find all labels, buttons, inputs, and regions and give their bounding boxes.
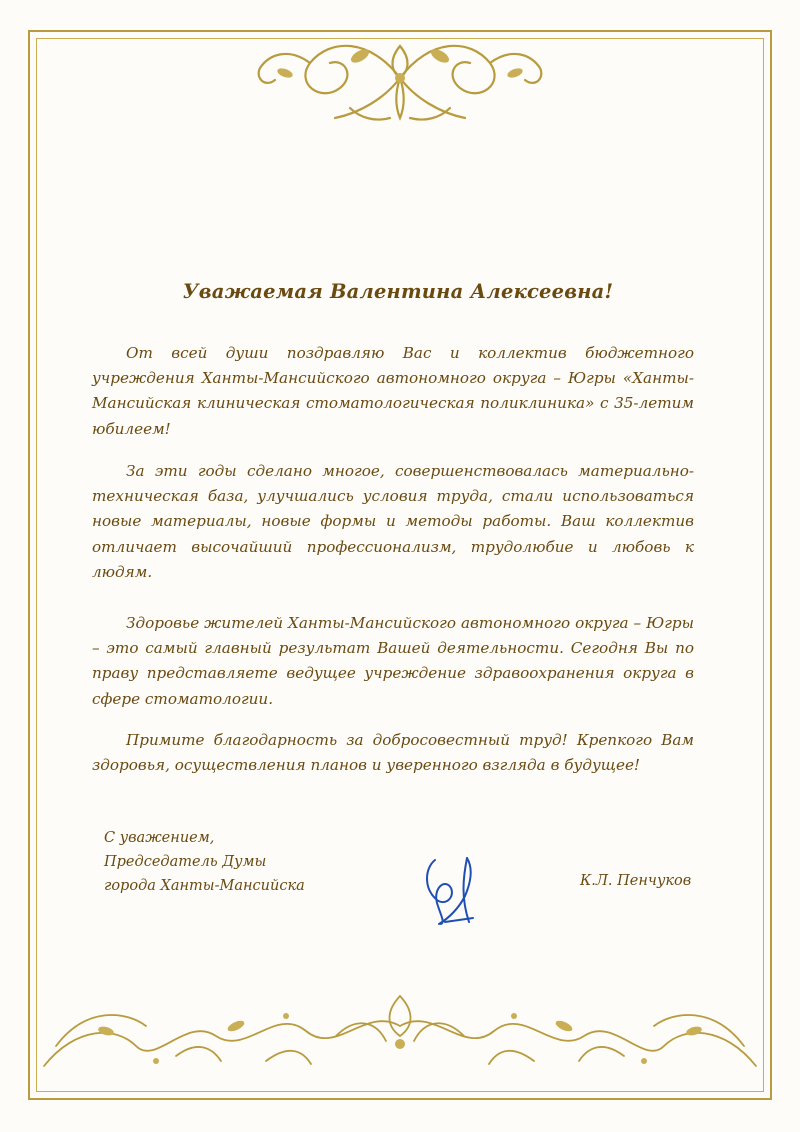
closing-line-2: Председатель Думы xyxy=(104,854,267,870)
paragraph-1: От всей души поздравляю Вас и коллектив бюджетного учреждения Ханты-Мансийского автономного округа – Югры «Ханты-Мансийская клиническая стоматологическая поликлиника» с 35-летим юбилеем! xyxy=(92,344,694,438)
paragraph-3: Здоровье жителей Ханты-Мансийского автономного округа – Югры – это самый главный результат Вашей деятельности. Сегодня Вы по праву представляете ведущее учреждение здравоохранения округа в сфере стоматологии. xyxy=(92,614,694,708)
handwritten-signature xyxy=(415,848,485,932)
paragraph-2: За эти годы сделано многое, совершенствовалась материально-техническая база, улучшались условия труда, стали использоваться новые материалы, новые формы и методы работы. Ваш коллектив отличает высочайший профессионализм, трудолюбие и любовь к людям. xyxy=(92,462,694,581)
signer-name: К.Л. Пенчуков xyxy=(580,873,692,889)
closing-line-1: С уважением, xyxy=(104,830,215,846)
salutation: Уважаемая Валентина Алексеевна! xyxy=(182,280,614,303)
closing-line-3: города Ханты-Мансийска xyxy=(104,878,305,894)
closing-block xyxy=(104,826,305,898)
letter-body xyxy=(92,0,704,1132)
paragraph-4: Примите благодарность за добросовестный труд! Крепкого Вам здоровья, осуществления планов и уверенного взгляда в будущее! xyxy=(92,731,694,775)
